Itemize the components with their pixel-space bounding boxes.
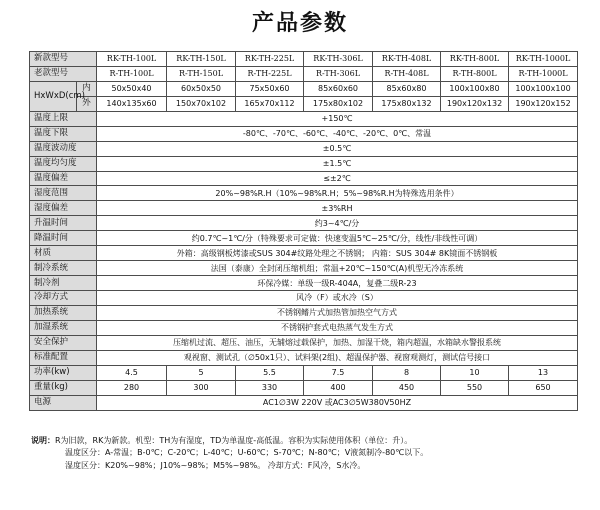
model-cell: R-TH-225L bbox=[236, 66, 304, 81]
row-label: 湿度偏差 bbox=[30, 201, 97, 216]
table-row bbox=[30, 335, 578, 350]
model-cell: R-TH-800L bbox=[441, 66, 509, 81]
notes-text-1: R为旧款，RK为新款。机型：TH为有湿度，TD为单温度-高低温。容积为实际使用体积（单位：升）。 bbox=[55, 436, 413, 445]
table-row bbox=[30, 365, 578, 380]
sub-label: 内 bbox=[77, 81, 97, 96]
row-value: 外箱：高级钢板烤漆或SUS 304#纹路处理之不锈钢； 内箱：SUS 304# 8K镜面不锈钢板 bbox=[97, 246, 578, 261]
row-value: 不锈钢护套式电热蒸气发生方式 bbox=[97, 320, 578, 335]
row-value: ±3%RH bbox=[97, 201, 578, 216]
row-value: AC1∅3W 220V 或AC3∅5W380V50HZ bbox=[97, 395, 578, 410]
dim-cell: 85x60x60 bbox=[304, 81, 373, 96]
dim-cell: 60x50x50 bbox=[167, 81, 236, 96]
model-cell: RK-TH-1000L bbox=[509, 52, 578, 67]
table-row bbox=[30, 231, 578, 246]
dim-cell: 150x70x102 bbox=[167, 96, 236, 111]
row-value: +150℃ bbox=[97, 111, 578, 126]
row-label: 新款型号 bbox=[30, 52, 97, 67]
table-row bbox=[30, 261, 578, 276]
table-row bbox=[30, 111, 578, 126]
model-cell: R-TH-306L bbox=[304, 66, 373, 81]
power-cell: 10 bbox=[441, 365, 509, 380]
table-row bbox=[30, 201, 578, 216]
notes-line-3: 湿度区分：K20%~98%；J10%~98%；M5%~98%。 冷却方式：F风冷，S水冷。 bbox=[65, 460, 366, 470]
sub-label: 外 bbox=[77, 96, 97, 111]
dim-cell: 50x50x40 bbox=[97, 81, 167, 96]
table-row bbox=[30, 380, 578, 395]
power-cell: 5.5 bbox=[236, 365, 304, 380]
power-cell: 13 bbox=[509, 365, 578, 380]
table-row bbox=[30, 52, 578, 67]
row-label: 安全保护 bbox=[30, 335, 97, 350]
weight-cell: 400 bbox=[304, 380, 373, 395]
dim-cell: 85x60x80 bbox=[373, 81, 441, 96]
dim-cell: 175x80x102 bbox=[304, 96, 373, 111]
table-row bbox=[30, 216, 578, 231]
row-value: 约3~4℃/分 bbox=[97, 216, 578, 231]
dim-cell: 165x70x112 bbox=[236, 96, 304, 111]
spec-table bbox=[29, 51, 578, 411]
row-label: 温度上限 bbox=[30, 111, 97, 126]
dim-cell: 190x120x132 bbox=[441, 96, 509, 111]
row-value: 约0.7℃~1℃/分（特殊要求可定做：快速变温5℃~25℃/分，线性/非线性可调） bbox=[97, 231, 578, 246]
table-row bbox=[30, 350, 578, 365]
row-label: 升温时间 bbox=[30, 216, 97, 231]
weight-cell: 330 bbox=[236, 380, 304, 395]
row-label: 重量(kg) bbox=[30, 380, 97, 395]
model-cell: R-TH-100L bbox=[97, 66, 167, 81]
row-label: HxWxD(cm) bbox=[30, 81, 77, 111]
model-cell: RK-TH-225L bbox=[236, 52, 304, 67]
row-label: 制冷系统 bbox=[30, 261, 97, 276]
table-row bbox=[30, 320, 578, 335]
dim-cell: 100x100x80 bbox=[441, 81, 509, 96]
row-label: 温度均匀度 bbox=[30, 156, 97, 171]
notes-line-2: 温度区分：A-常温；B-0℃；C-20℃；L-40℃；U-60℃；S-70℃；N-80℃；V液氮制冷-80℃以下。 bbox=[65, 448, 429, 458]
row-value: -80℃、-70℃、-60℃、-40℃、-20℃、0℃、常温 bbox=[97, 126, 578, 141]
table-row bbox=[30, 246, 578, 261]
table-row bbox=[30, 81, 578, 96]
table-row bbox=[30, 291, 578, 306]
power-cell: 7.5 bbox=[304, 365, 373, 380]
table-row bbox=[30, 141, 578, 156]
table-row bbox=[30, 171, 578, 186]
dim-cell: 75x50x60 bbox=[236, 81, 304, 96]
page-title: 产品参数 bbox=[251, 11, 348, 36]
row-label: 温度下限 bbox=[30, 126, 97, 141]
row-label: 功率(kw) bbox=[30, 365, 97, 380]
notes bbox=[31, 435, 576, 472]
table-row bbox=[30, 186, 578, 201]
row-label: 冷却方式 bbox=[30, 291, 97, 306]
power-cell: 5 bbox=[167, 365, 236, 380]
row-value: 风冷（F）或水冷（S） bbox=[97, 291, 578, 306]
weight-cell: 300 bbox=[167, 380, 236, 395]
notes-line-1 bbox=[31, 435, 576, 447]
row-value: 压缩机过流、超压、油压，无辅熔过载保护，加热、加湿干烧，箱内超温，水箱缺水警报系统 bbox=[97, 335, 578, 350]
power-cell: 4.5 bbox=[97, 365, 167, 380]
table-row bbox=[30, 156, 578, 171]
dim-cell: 175x80x132 bbox=[373, 96, 441, 111]
power-cell: 8 bbox=[373, 365, 441, 380]
table-row bbox=[30, 305, 578, 320]
row-value: 不锈钢鳍片式加热管加热空气方式 bbox=[97, 305, 578, 320]
model-cell: RK-TH-100L bbox=[97, 52, 167, 67]
row-label: 温度波动度 bbox=[30, 141, 97, 156]
model-cell: R-TH-150L bbox=[167, 66, 236, 81]
model-cell: R-TH-408L bbox=[373, 66, 441, 81]
row-label: 温度偏差 bbox=[30, 171, 97, 186]
dim-cell: 190x120x152 bbox=[509, 96, 578, 111]
weight-cell: 280 bbox=[97, 380, 167, 395]
row-label: 加热系统 bbox=[30, 305, 97, 320]
row-label: 加湿系统 bbox=[30, 320, 97, 335]
row-value: 20%~98%R.H（10%~98%R.H；5%~98%R.H为特殊选用条件） bbox=[97, 186, 578, 201]
weight-cell: 450 bbox=[373, 380, 441, 395]
model-cell: RK-TH-800L bbox=[441, 52, 509, 67]
row-label: 湿度范围 bbox=[30, 186, 97, 201]
row-value: ±0.5℃ bbox=[97, 141, 578, 156]
row-label: 降温时间 bbox=[30, 231, 97, 246]
weight-cell: 550 bbox=[441, 380, 509, 395]
row-value: 观视窗、测试孔（∅50x1只）、试料架(2组)、超温保护器、视窗观测灯，测试信号接口 bbox=[97, 350, 578, 365]
table-row bbox=[30, 96, 578, 111]
table-row bbox=[30, 126, 578, 141]
model-cell: RK-TH-306L bbox=[304, 52, 373, 67]
row-label: 标准配置 bbox=[30, 350, 97, 365]
row-value: 法国（泰康）全封闭压缩机组；常温+20℃~150℃(A)机型无冷冻系统 bbox=[97, 261, 578, 276]
row-label: 材质 bbox=[30, 246, 97, 261]
weight-cell: 650 bbox=[509, 380, 578, 395]
row-label: 制冷剂 bbox=[30, 276, 97, 291]
row-label: 电源 bbox=[30, 395, 97, 410]
row-value: ≤±2℃ bbox=[97, 171, 578, 186]
model-cell: R-TH-1000L bbox=[509, 66, 578, 81]
row-value: ±1.5℃ bbox=[97, 156, 578, 171]
dim-cell: 100x100x100 bbox=[509, 81, 578, 96]
row-value: 环保冷媒：单级一级R-404A，复叠二级R-23 bbox=[97, 276, 578, 291]
table-row bbox=[30, 66, 578, 81]
dim-cell: 140x135x60 bbox=[97, 96, 167, 111]
notes-prefix: 说明： bbox=[31, 436, 55, 445]
model-cell: RK-TH-150L bbox=[167, 52, 236, 67]
row-label: 老款型号 bbox=[30, 66, 97, 81]
table-row bbox=[30, 395, 578, 410]
model-cell: RK-TH-408L bbox=[373, 52, 441, 67]
table-row bbox=[30, 276, 578, 291]
